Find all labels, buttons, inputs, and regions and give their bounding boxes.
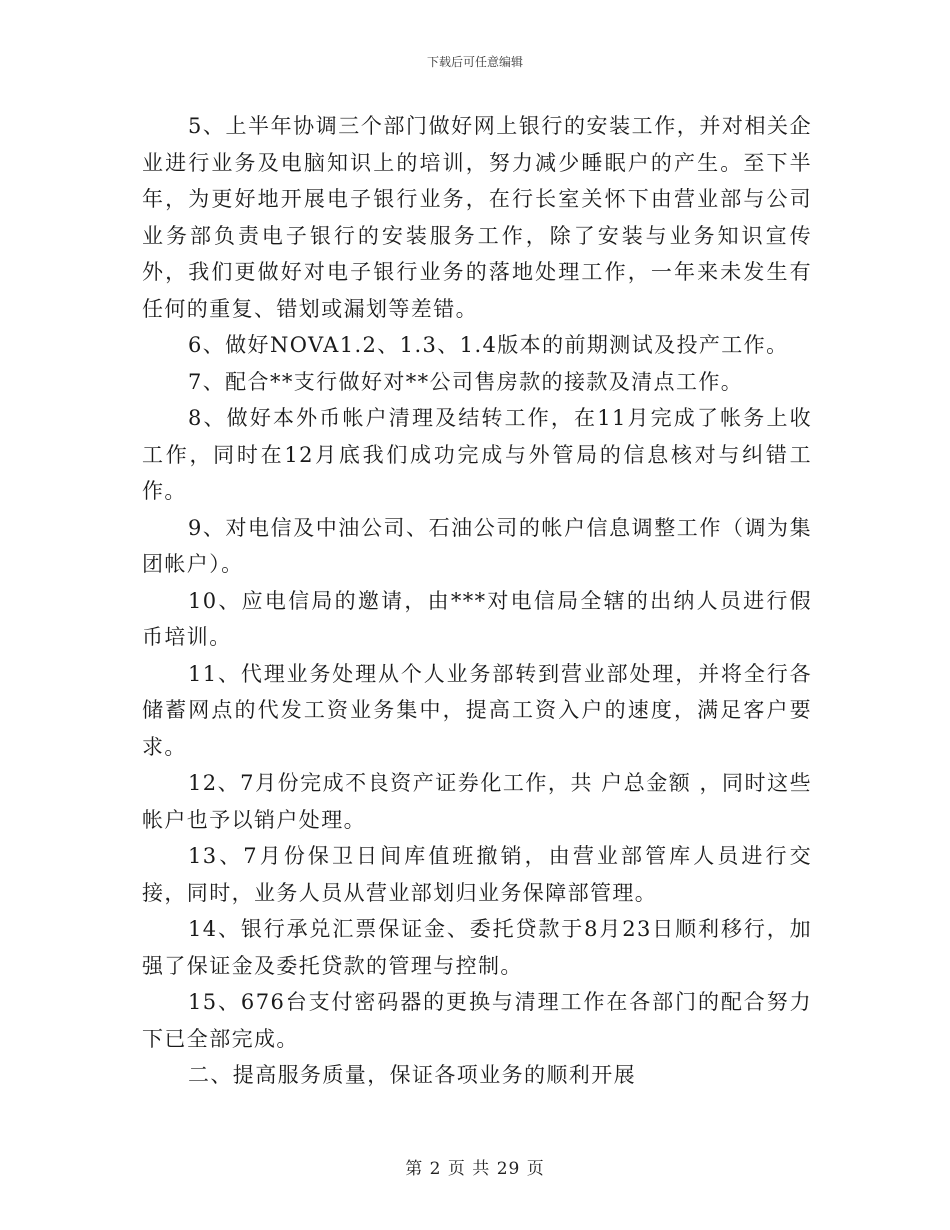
paragraph-item-8: 8、做好本外币帐户清理及结转工作，在11月完成了帐务上收工作，同时在12月底我们成功完成与外管局的信息核对与纠错工作。 [142,406,812,503]
paragraph-item-7: 7、配合**支行做好对**公司售房款的接款及清点工作。 [188,369,744,394]
paragraph-item-10: 10、应电信局的邀请，由***对电信局全辖的出纳人员进行假币培训。 [142,588,812,649]
paragraph-item-14: 14、银行承兑汇票保证金、委托贷款于8月23日顺利移行，加强了保证金及委托贷款的管理与控制。 [142,917,812,978]
paragraph-item-12: 12、7月份完成不良资产证券化工作，共 户总金额 ，同时这些帐户也予以销户处理。 [142,771,812,832]
page-header-note: 下载后可任意编辑 [426,55,523,69]
section-heading-2: 二、提高服务质量，保证各项业务的顺利开展 [188,1063,636,1087]
paragraph-item-6: 6、做好NOVA1.2、1.3、1.4版本的前期测试及投产工作。 [188,333,789,357]
paragraph-item-5: 5、上半年协调三个部门做好网上银行的安装工作，并对相关企业进行业务及电脑知识上的培训，努力减少睡眠户的产生。至下半年，为更好地开展电子银行业务，在行长室关怀下由营业部与公司业务部负责电子银行的安装服务工作，除了安装与业务知识宣传外，我们更做好对电子银行业务的落地处理工作，一年来未发生有任何的重复、错划或漏划等差错。 [142,114,812,321]
paragraph-item-9: 9、对电信及中油公司、石油公司的帐户信息调整工作（调为集团帐户）。 [142,515,812,576]
page-number: 第 2 页 共 29 页 [405,1159,545,1179]
paragraph-item-15: 15、676台支付密码器的更换与清理工作在各部门的配合努力下已全部完成。 [142,990,812,1051]
paragraph-item-13: 13、7月份保卫日间库值班撤销，由营业部管库人员进行交接，同时，业务人员从营业部划归业务保障部管理。 [142,844,812,905]
document-body [142,108,812,1094]
paragraph-item-11: 11、代理业务处理从个人业务部转到营业部处理，并将全行各储蓄网点的代发工资业务集中，提高工资入户的速度，满足客户要求。 [142,661,812,759]
